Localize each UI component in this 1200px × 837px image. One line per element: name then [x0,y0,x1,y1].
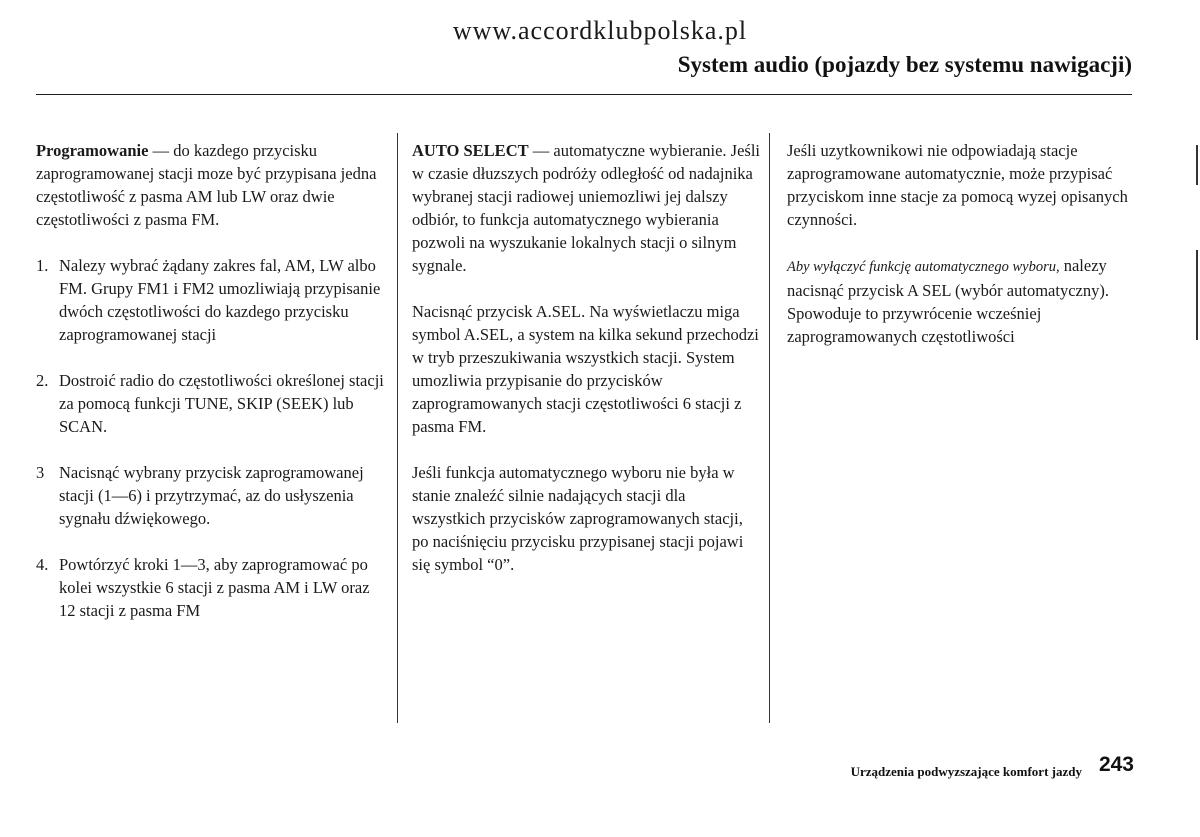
section-title: System audio (pojazdy bez systemu nawigacji) [677,52,1132,77]
intro-text: — do kazdego przycisku zaprogramowanej stacji moze być przypisana jedna częstotliwość z pasma AM lub LW oraz dwie częstotliwości z pasma FM. [36,141,377,229]
italic-lead: Aby wyłączyć funkcję automatycznego wyboru, [787,259,1060,275]
steps-list [36,254,384,622]
step-text: Dostroić radio do częstotliwości określonej stacji za pomocą funkcji TUNE, SKIP (SEEK) lub SCAN. [59,371,384,436]
list-item [36,254,384,346]
step-text: Nacisnąć wybrany przycisk zaprogramowanej stacji (1—6) i przytrzymać, az do usłyszenia sygnału dźwiękowego. [59,463,364,528]
auto-select-text: — automatyczne wybieranie. Jeśli w czasie dłuzszych podróży odległość od nadajnika wybranej stacji radiowej uniemozliwi jej dalszy odbiór, to funkcja automatycznego wybierania pozwoli na wyszukanie lokalnych stacji o silnym sygnale. [412,141,761,275]
left-column [36,139,384,645]
manual-override-paragraph: Jeśli uzytkownikowi nie odpowiadają stacje zaprogramowane automatycznie, może przypisać przyciskom inne stacje za pomocą wyzej opisanych czynności. [787,141,1128,229]
column-divider-left [397,133,398,723]
auto-select-term: AUTO SELECT [412,141,529,160]
intro-paragraph [36,139,384,231]
step-text: Nalezy wybrać żądany zakres fal, AM, LW albo FM. Grupy FM1 i FM2 umozliwiają przypisanie dwóch częstotliwości do kazdego przycisku zaprogramowanej stacji [59,256,381,344]
disable-text: nalezy nacisnąć przycisk A SEL (wybór automatyczny). Spowoduje to przywrócenie wcześniej zaprogramowanych częstotliwości [787,256,1109,346]
page-number: 243 [1098,753,1134,776]
list-item [36,369,384,438]
middle-column [412,139,760,599]
page-edge-mark-top [1196,145,1198,185]
step-text: Powtórzyć kroki 1—3, aby zaprogramować po kolei wszystkie 6 stacji z pasma AM i LW oraz 12 stacji z pasma FM [59,555,370,620]
disable-auto-select-paragraph [787,254,1135,348]
header-divider [36,94,1132,95]
step-number: 2. [36,371,49,390]
step-number: 3 [36,463,45,482]
page-edge-mark-bottom [1196,250,1198,340]
column-divider-right [769,133,770,723]
site-url: www.accordklubpolska.pl [452,16,748,45]
no-station-paragraph: Jeśli funkcja automatycznego wyboru nie była w stanie znaleźć silnie nadających stacji dla wszystkich przycisków zaprogramowanych stacji, po naciśnięciu przycisku przypisanej stacji pojawi się symbol “0”. [412,463,744,574]
step-number: 4. [36,555,49,574]
step-number: 1. [36,256,49,275]
asel-instructions-paragraph: Nacisnąć przycisk A.SEL. Na wyświetlaczu miga symbol A.SEL, a system na kilka sekund przechodzi w tryb przeszukiwania wszystkich stacji. System umozliwia przypisanie do przycisków zaprogramowanych stacji częstotliwości 6 stacji z pasma FM. [412,302,759,436]
right-column [787,139,1135,371]
list-item [36,461,384,530]
auto-select-paragraph [412,139,760,277]
intro-term: Programowanie [36,141,149,160]
chapter-title: Urządzenia podwyzszające komfort jazdy [850,764,1082,779]
list-item [36,553,384,622]
